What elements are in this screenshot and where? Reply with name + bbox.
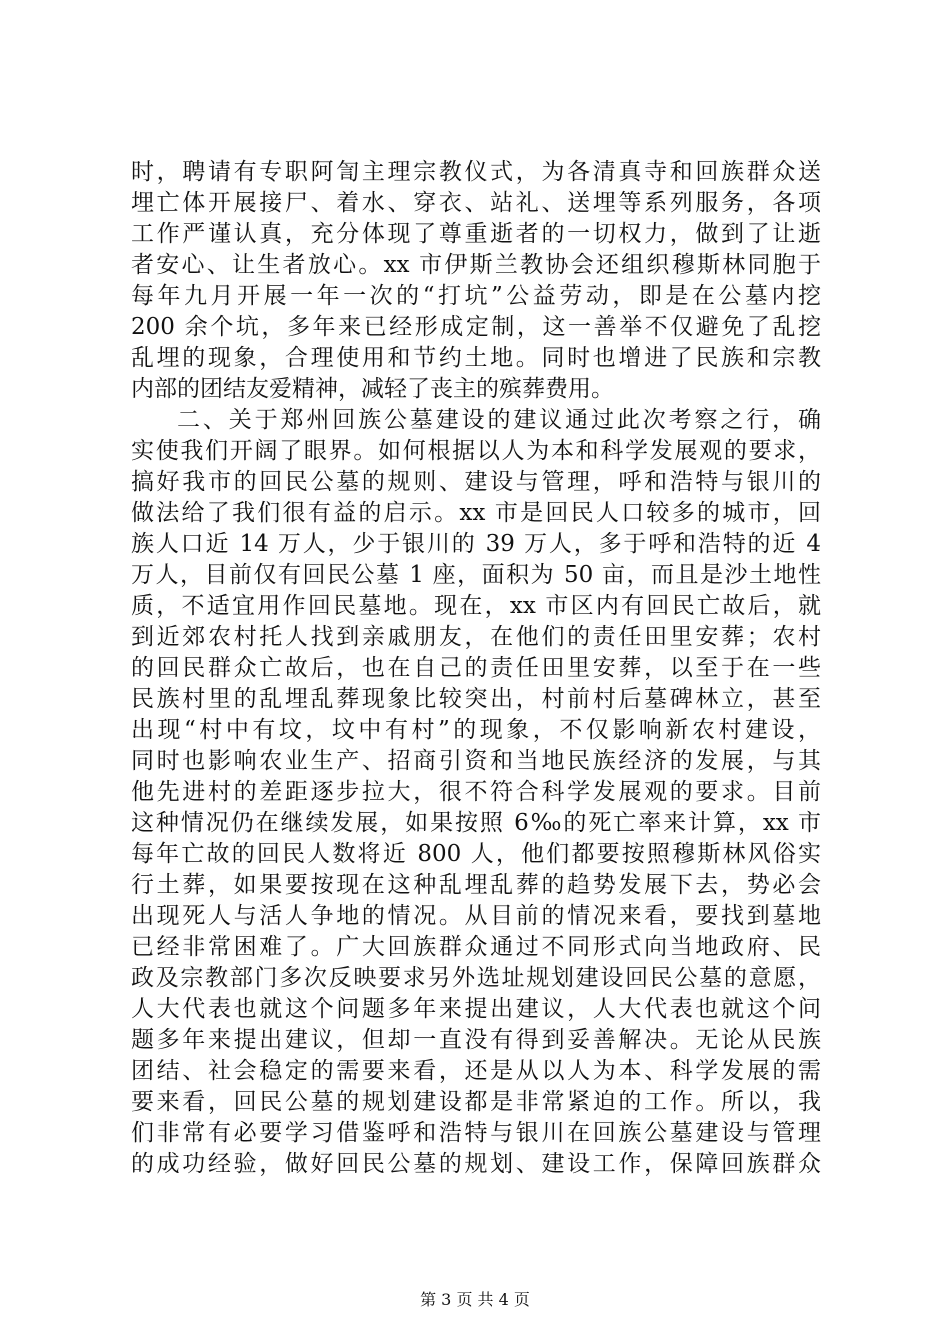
text-line: 搞好我市的回民公墓的规则、建设与管理，呼和浩特与银川的 [131,469,821,495]
text-line: 200 余个坑，多年来已经形成定制，这一善举不仅避免了乱挖 [131,314,821,340]
text-line: 族人口近 14 万人，少于银川的 39 万人，多于呼和浩特的近 4 [131,531,821,557]
text-line: 人大代表也就这个问题多年来提出建议，人大代表也就这个问 [131,996,821,1022]
text-line: 的成功经验，做好回民公墓的规划、建设工作，保障回族群众 [131,1151,821,1177]
text-line: 要来看，回民公墓的规划建设都是非常紧迫的工作。所以，我 [131,1089,821,1115]
text-line: 出现死人与活人争地的情况。从目前的情况来看，要找到墓地 [131,903,821,929]
text-line: 质，不适宜用作回民墓地。现在，xx 市区内有回民亡故后，就 [131,593,821,619]
text-line: 他先进村的差距逐步拉大，很不符合科学发展观的要求。目前 [131,779,821,805]
text-line: 时，聘请有专职阿訇主理宗教仪式，为各清真寺和回族群众送 [131,159,821,185]
page-number-footer: 第 3 页 共 4 页 [420,1290,530,1309]
text-line: 每年亡故的回民人数将近 800 人，他们都要按照穆斯林风俗实 [131,841,821,867]
text-line: 实使我们开阔了眼界。如何根据以人为本和科学发展观的要求， [131,438,821,464]
text-line: 行土葬，如果要按现在这种乱埋乱葬的趋势发展下去，势必会 [131,872,821,898]
text-line: 这种情况仍在继续发展，如果按照 6‰的死亡率来计算，xx 市 [131,810,821,836]
text-line: 民族村里的乱埋乱葬现象比较突出，村前村后墓碑林立，甚至 [131,686,821,712]
text-line: 埋亡体开展接尸、着水、穿衣、站礼、送埋等系列服务，各项 [131,190,821,216]
text-line: 者安心、让生者放心。xx 市伊斯兰教协会还组织穆斯林同胞于 [131,252,821,278]
text-line: 政及宗教部门多次反映要求另外选址规划建设回民公墓的意愿， [131,965,821,991]
text-line: 乱埋的现象，合理使用和节约土地。同时也增进了民族和宗教 [131,345,821,371]
text-line: 团结、社会稳定的需要来看，还是从以人为本、科学发展的需 [131,1058,821,1084]
text-line: 内部的团结友爱精神，减轻了丧主的殡葬费用。 [131,376,614,402]
text-line: 出现“村中有坟，坟中有村”的现象，不仅影响新农村建设， [131,717,821,743]
text-line: 做法给了我们很有益的启示。xx 市是回民人口较多的城市，回 [131,500,821,526]
text-line: 已经非常困难了。广大回族群众通过不同形式向当地政府、民 [131,934,821,960]
text-line: 们非常有必要学习借鉴呼和浩特与银川在回族公墓建设与管理 [131,1120,821,1146]
text-line: 题多年来提出建议，但却一直没有得到妥善解决。无论从民族 [131,1027,821,1053]
text-line: 的回民群众亡故后，也在自己的责任田里安葬，以至于在一些 [131,655,821,681]
paragraph-start-line: 二、关于郑州回族公墓建设的建议通过此次考察之行，确 [177,407,821,433]
text-line: 工作严谨认真，充分体现了尊重逝者的一切权力，做到了让逝 [131,221,821,247]
text-line: 每年九月开展一年一次的“打坑”公益劳动，即是在公墓内挖 [131,283,821,309]
text-line: 万人，目前仅有回民公墓 1 座，面积为 50 亩，而且是沙土地性 [131,562,821,588]
text-line: 同时也影响农业生产、招商引资和当地民族经济的发展，与其 [131,748,821,774]
text-line: 到近郊农村托人找到亲戚朋友，在他们的责任田里安葬；农村 [131,624,821,650]
body-text [131,157,821,1180]
